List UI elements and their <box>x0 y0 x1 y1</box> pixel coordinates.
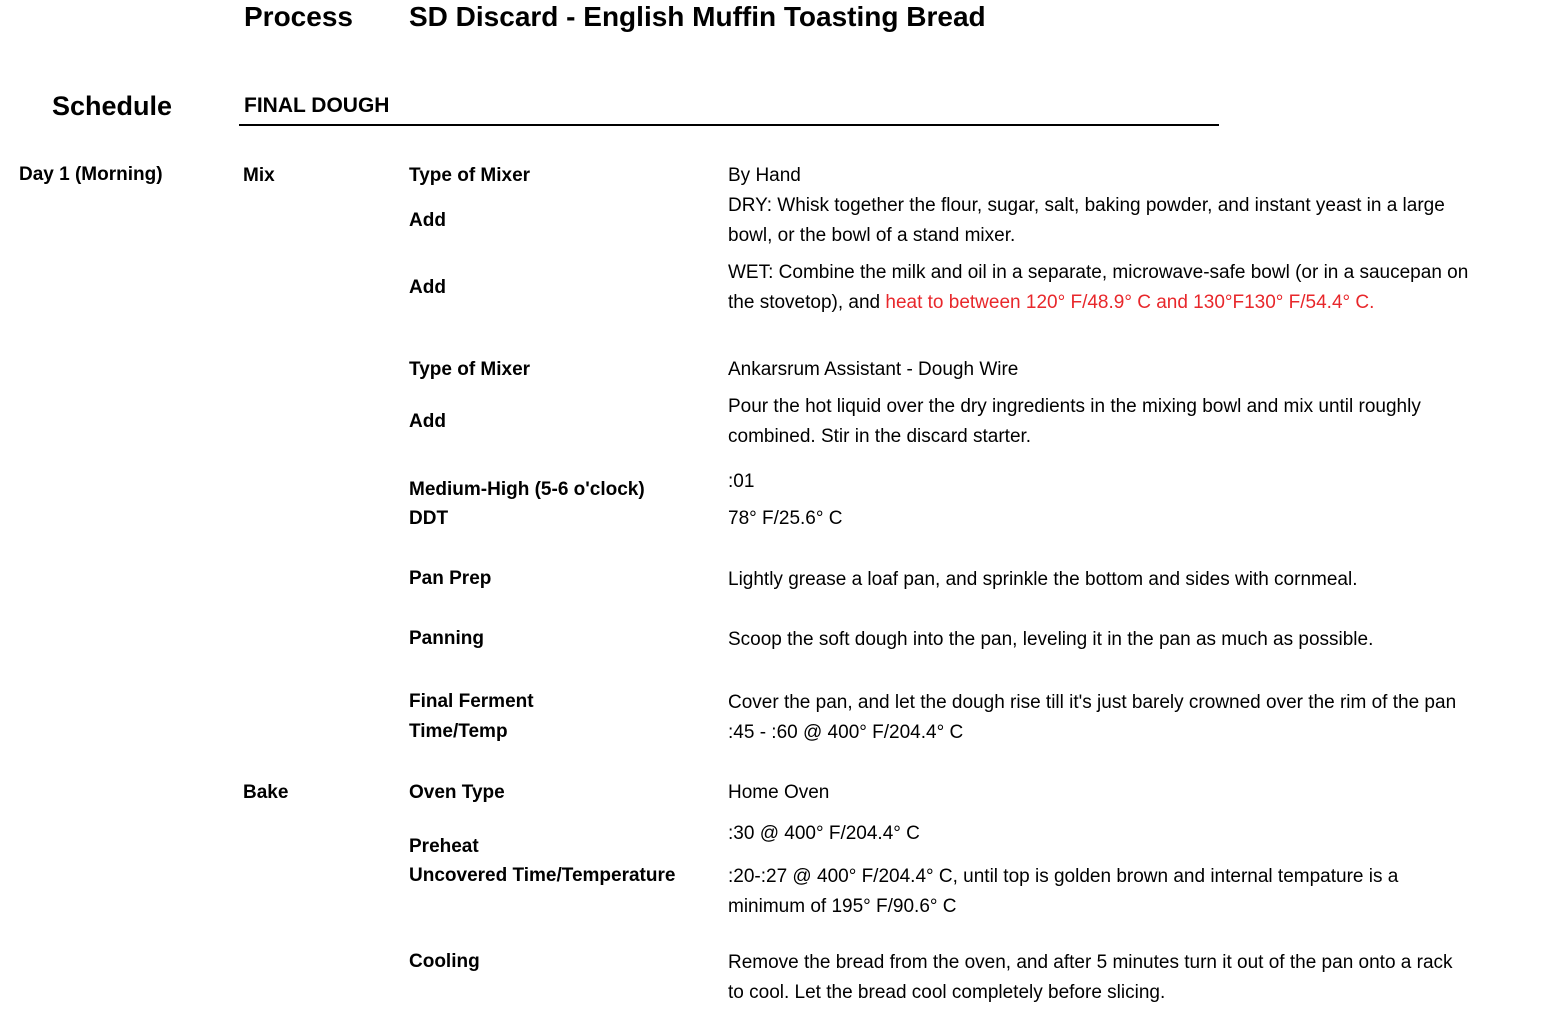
schedule-label: Schedule <box>52 91 173 121</box>
row-value-ddt: 78° F/25.6° C <box>728 508 843 529</box>
row-value-add-dry-line1: DRY: Whisk together the flour, sugar, salt, baking powder, and instant yeast in a large <box>728 195 1445 216</box>
row-label-add-dry: Add <box>409 210 446 231</box>
row-label-pan-prep: Pan Prep <box>409 568 492 589</box>
row-label-uncovered: Uncovered Time/Temperature <box>409 865 676 886</box>
row-value-final-ferment: Cover the pan, and let the dough rise till it's just barely crowned over the rim of the pan <box>728 692 1457 713</box>
row-value-oven-type: Home Oven <box>728 782 830 803</box>
stage-mix: Mix <box>243 165 275 186</box>
row-value-preheat: :30 @ 400° F/204.4° C <box>728 823 920 844</box>
row-label-oven-type: Oven Type <box>409 782 505 803</box>
row-label-speed: Medium-High (5-6 o'clock) <box>409 479 645 500</box>
page-title: SD Discard - English Muffin Toasting Bread <box>409 1 986 32</box>
row-value-panning: Scoop the soft dough into the pan, leveling it in the pan as much as possible. <box>728 629 1374 650</box>
stage-bake: Bake <box>243 782 289 803</box>
section-divider <box>239 124 1219 126</box>
row-value-add-dry-line2: bowl, or the bowl of a stand mixer. <box>728 225 1016 246</box>
row-value-add-combine-line1: Pour the hot liquid over the dry ingredients in the mixing bowl and mix until roughly <box>728 396 1421 417</box>
row-label-add-wet: Add <box>409 277 446 298</box>
row-label-type-of-mixer-2: Type of Mixer <box>409 359 531 380</box>
row-label-final-ferment: Final Ferment <box>409 691 534 712</box>
row-value-add-wet-line2 <box>728 288 1374 318</box>
add-wet-text: the stovetop), and <box>728 292 886 313</box>
row-label-preheat: Preheat <box>409 836 479 857</box>
row-value-cooling-line2: to cool. Let the bread cool completely before slicing. <box>728 982 1166 1003</box>
row-value-time-temp: :45 - :60 @ 400° F/204.4° C <box>728 722 964 743</box>
row-label-cooling: Cooling <box>409 951 480 972</box>
row-label-panning: Panning <box>409 628 484 649</box>
row-value-pan-prep: Lightly grease a loaf pan, and sprinkle the bottom and sides with cornmeal. <box>728 569 1358 590</box>
day-label: Day 1 (Morning) <box>19 164 163 185</box>
row-value-uncovered-line1: :20-:27 @ 400° F/204.4° C, until top is golden brown and internal tempature is a <box>728 866 1399 887</box>
row-label-add-combine: Add <box>409 411 446 432</box>
row-label-type-of-mixer: Type of Mixer <box>409 165 531 186</box>
row-value-add-combine-line2: combined. Stir in the discard starter. <box>728 426 1032 447</box>
row-value-uncovered-line2: minimum of 195° F/90.6° C <box>728 896 957 917</box>
row-label-ddt: DDT <box>409 508 449 529</box>
section-title: FINAL DOUGH <box>244 94 390 117</box>
row-value-add-wet-line1: WET: Combine the milk and oil in a separate, microwave-safe bowl (or in a saucepan on <box>728 262 1469 283</box>
row-value-type-of-mixer: By Hand <box>728 165 801 186</box>
row-value-type-of-mixer-2: Ankarsrum Assistant - Dough Wire <box>728 359 1019 380</box>
row-value-speed: :01 <box>728 471 755 492</box>
temperature-highlight: heat to between 120° F/48.9° C and 130°F130° F/54.4° C. <box>885 292 1375 313</box>
row-label-time-temp: Time/Temp <box>409 721 508 742</box>
row-value-cooling-line1: Remove the bread from the oven, and after 5 minutes turn it out of the pan onto a rack <box>728 952 1453 973</box>
process-label: Process <box>244 1 353 32</box>
